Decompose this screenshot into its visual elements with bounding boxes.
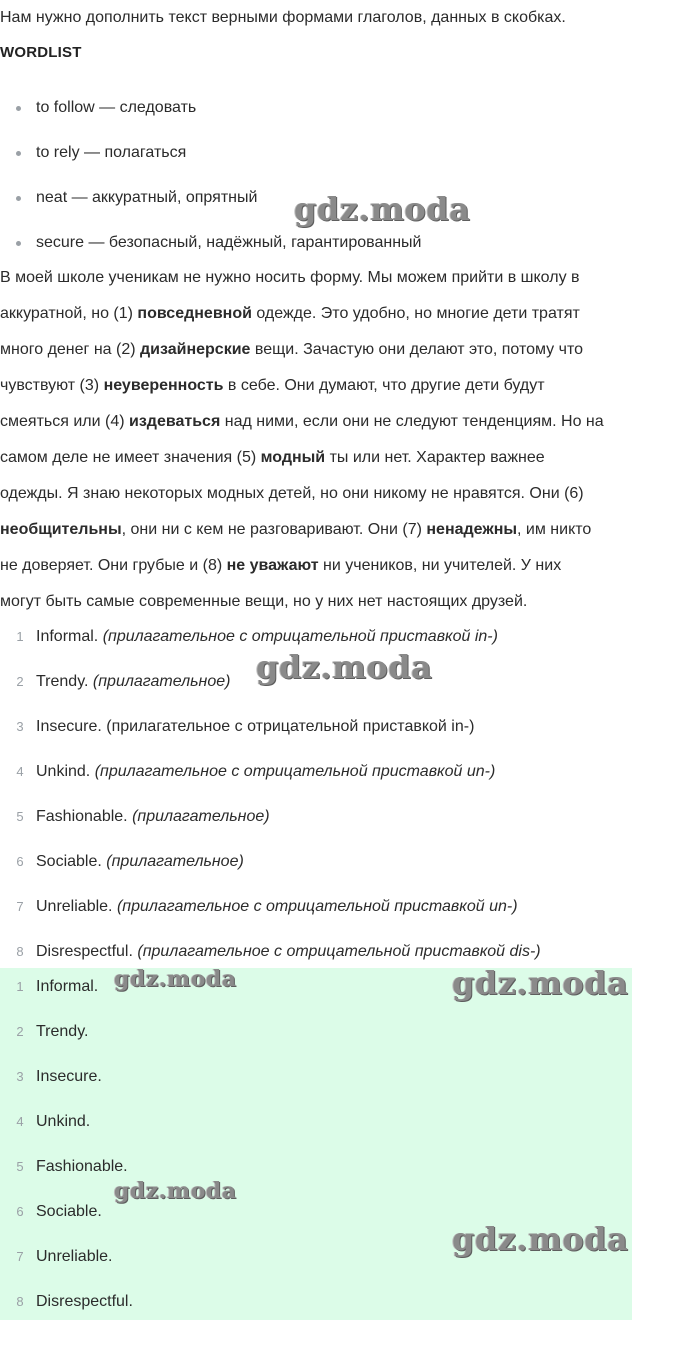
answer-note: (прилагательное с отрицательной приставкой un-)	[94, 763, 496, 780]
passage-answer-word: необщительны	[0, 521, 122, 538]
list-item-number: 6	[16, 1204, 24, 1219]
passage-segment: В моей школе ученикам не нужно носить форму. Мы можем прийти в школу в	[0, 269, 580, 286]
passage-line	[0, 260, 680, 296]
list-item	[0, 1099, 133, 1144]
answer-note: (прилагательное с отрицательной приставкой in-)	[106, 718, 475, 735]
list-item	[0, 1009, 133, 1054]
answer-word: Unkind.	[36, 1113, 91, 1130]
list-item	[0, 884, 541, 929]
list-item-number: 3	[16, 719, 24, 734]
passage-line	[0, 368, 680, 404]
wordlist-item: neat — аккуратный, опрятный	[0, 175, 421, 220]
list-item	[0, 1279, 133, 1324]
passage-segment: , они ни с кем не разговаривают. Они (7)	[121, 521, 427, 538]
passage-line	[0, 296, 680, 332]
passage-line	[0, 548, 680, 584]
watermark-logo: gdz.moda	[452, 964, 629, 1002]
passage-text	[0, 260, 680, 620]
passage-segment: , им никто	[517, 521, 592, 538]
watermark-logo: gdz.moda	[452, 1220, 629, 1258]
passage-answer-word: модный	[260, 449, 326, 466]
answer-word: Fashionable.	[36, 1158, 128, 1175]
list-item-number: 3	[16, 1069, 24, 1084]
answer-word: Sociable.	[36, 853, 102, 870]
passage-segment: над ними, если они не следуют тенденциям. Но на	[220, 413, 604, 430]
answer-word: Trendy.	[36, 673, 89, 690]
passage-line	[0, 332, 680, 368]
answer-note: (прилагательное)	[132, 808, 270, 825]
answer-word: Informal.	[36, 978, 99, 995]
wordlist-title: WORDLIST	[0, 44, 82, 61]
wordlist-item: to rely — полагаться	[0, 130, 421, 175]
answer-word: Insecure.	[36, 1068, 102, 1085]
answer-word: Unkind.	[36, 763, 91, 780]
watermark-logo: gdz.moda	[256, 648, 433, 686]
passage-line	[0, 512, 680, 548]
answer-word: Insecure.	[36, 718, 102, 735]
answer-word: Unreliable.	[36, 898, 113, 915]
passage-segment: чувствуют (3)	[0, 377, 104, 394]
list-item-number: 2	[16, 1024, 24, 1039]
list-item-number: 6	[16, 854, 24, 869]
list-item	[0, 1054, 133, 1099]
list-item-number: 5	[16, 1159, 24, 1174]
wordlist	[0, 85, 421, 265]
passage-line	[0, 476, 680, 512]
list-item-number: 7	[16, 899, 24, 914]
passage-segment: смеяться или (4)	[0, 413, 129, 430]
passage-answer-word: повседневной	[137, 305, 252, 322]
passage-segment: могут быть самые современные вещи, но у них нет настоящих друзей.	[0, 593, 528, 610]
list-item	[0, 749, 541, 794]
passage-answer-word: ненадежны	[426, 521, 518, 538]
answer-word: Disrespectful.	[36, 943, 133, 960]
wordlist-item: secure — безопасный, надёжный, гарантированный	[0, 220, 421, 265]
passage-answer-word: дизайнерские	[140, 341, 251, 358]
answer-note: (прилагательное)	[106, 853, 244, 870]
passage-segment: самом деле не имеет значения (5)	[0, 449, 261, 466]
watermark-logo: gdz.moda	[114, 966, 237, 992]
list-item	[0, 1144, 133, 1189]
list-item-number: 8	[16, 1294, 24, 1309]
answer-word: Sociable.	[36, 1203, 102, 1220]
list-item-number: 8	[16, 944, 24, 959]
passage-line	[0, 404, 680, 440]
answer-note: (прилагательное с отрицательной приставкой un-)	[116, 898, 518, 915]
answer-word: Trendy.	[36, 1023, 89, 1040]
answer-word: Fashionable.	[36, 808, 128, 825]
watermark-logo: gdz.moda	[294, 190, 471, 228]
list-item-number: 5	[16, 809, 24, 824]
list-item-number: 2	[16, 674, 24, 689]
answer-word: Informal.	[36, 628, 99, 645]
answer-note: (прилагательное с отрицательной приставкой in-)	[102, 628, 498, 645]
answer-word: Unreliable.	[36, 1248, 113, 1265]
list-item-number: 7	[16, 1249, 24, 1264]
passage-segment: ни учеников, ни учителей. У них	[318, 557, 562, 574]
list-item-number: 1	[16, 629, 24, 644]
passage-answer-word: неуверенность	[103, 377, 224, 394]
passage-segment: аккуратной, но (1)	[0, 305, 138, 322]
list-item	[0, 964, 133, 1009]
task-intro: Нам нужно дополнить текст верными формами глаголов, данных в скобках.	[0, 9, 566, 26]
annotated-answers-list	[0, 614, 541, 974]
passage-answer-word: не уважают	[226, 557, 319, 574]
passage-line	[0, 440, 680, 476]
list-item-number: 4	[16, 1114, 24, 1129]
list-item	[0, 659, 541, 704]
list-item	[0, 794, 541, 839]
answer-note: (прилагательное с отрицательной приставкой dis-)	[137, 943, 541, 960]
passage-answer-word: издеваться	[129, 413, 221, 430]
passage-segment: не доверяет. Они грубые и (8)	[0, 557, 227, 574]
answer-word: Disrespectful.	[36, 1293, 133, 1310]
final-answers-list	[0, 964, 133, 1324]
answer-note: (прилагательное)	[92, 673, 231, 690]
passage-segment: ты или нет. Характер важнее	[325, 449, 545, 466]
passage-segment: одежды. Я знаю некоторых модных детей, но они никому не нравятся. Они (6)	[0, 485, 584, 502]
wordlist-item: to follow — следовать	[0, 85, 421, 130]
passage-segment: одежде. Это удобно, но многие дети тратят	[251, 305, 580, 322]
list-item	[0, 704, 541, 749]
list-item-number: 1	[16, 979, 24, 994]
passage-segment: вещи. Зачастую они делают это, потому что	[250, 341, 583, 358]
passage-segment: в себе. Они думают, что другие дети будут	[223, 377, 545, 394]
list-item	[0, 614, 541, 659]
passage-segment: много денег на (2)	[0, 341, 140, 358]
list-item	[0, 1234, 133, 1279]
list-item-number: 4	[16, 764, 24, 779]
watermark-logo: gdz.moda	[114, 1178, 237, 1204]
list-item	[0, 839, 541, 884]
list-item	[0, 1189, 133, 1234]
